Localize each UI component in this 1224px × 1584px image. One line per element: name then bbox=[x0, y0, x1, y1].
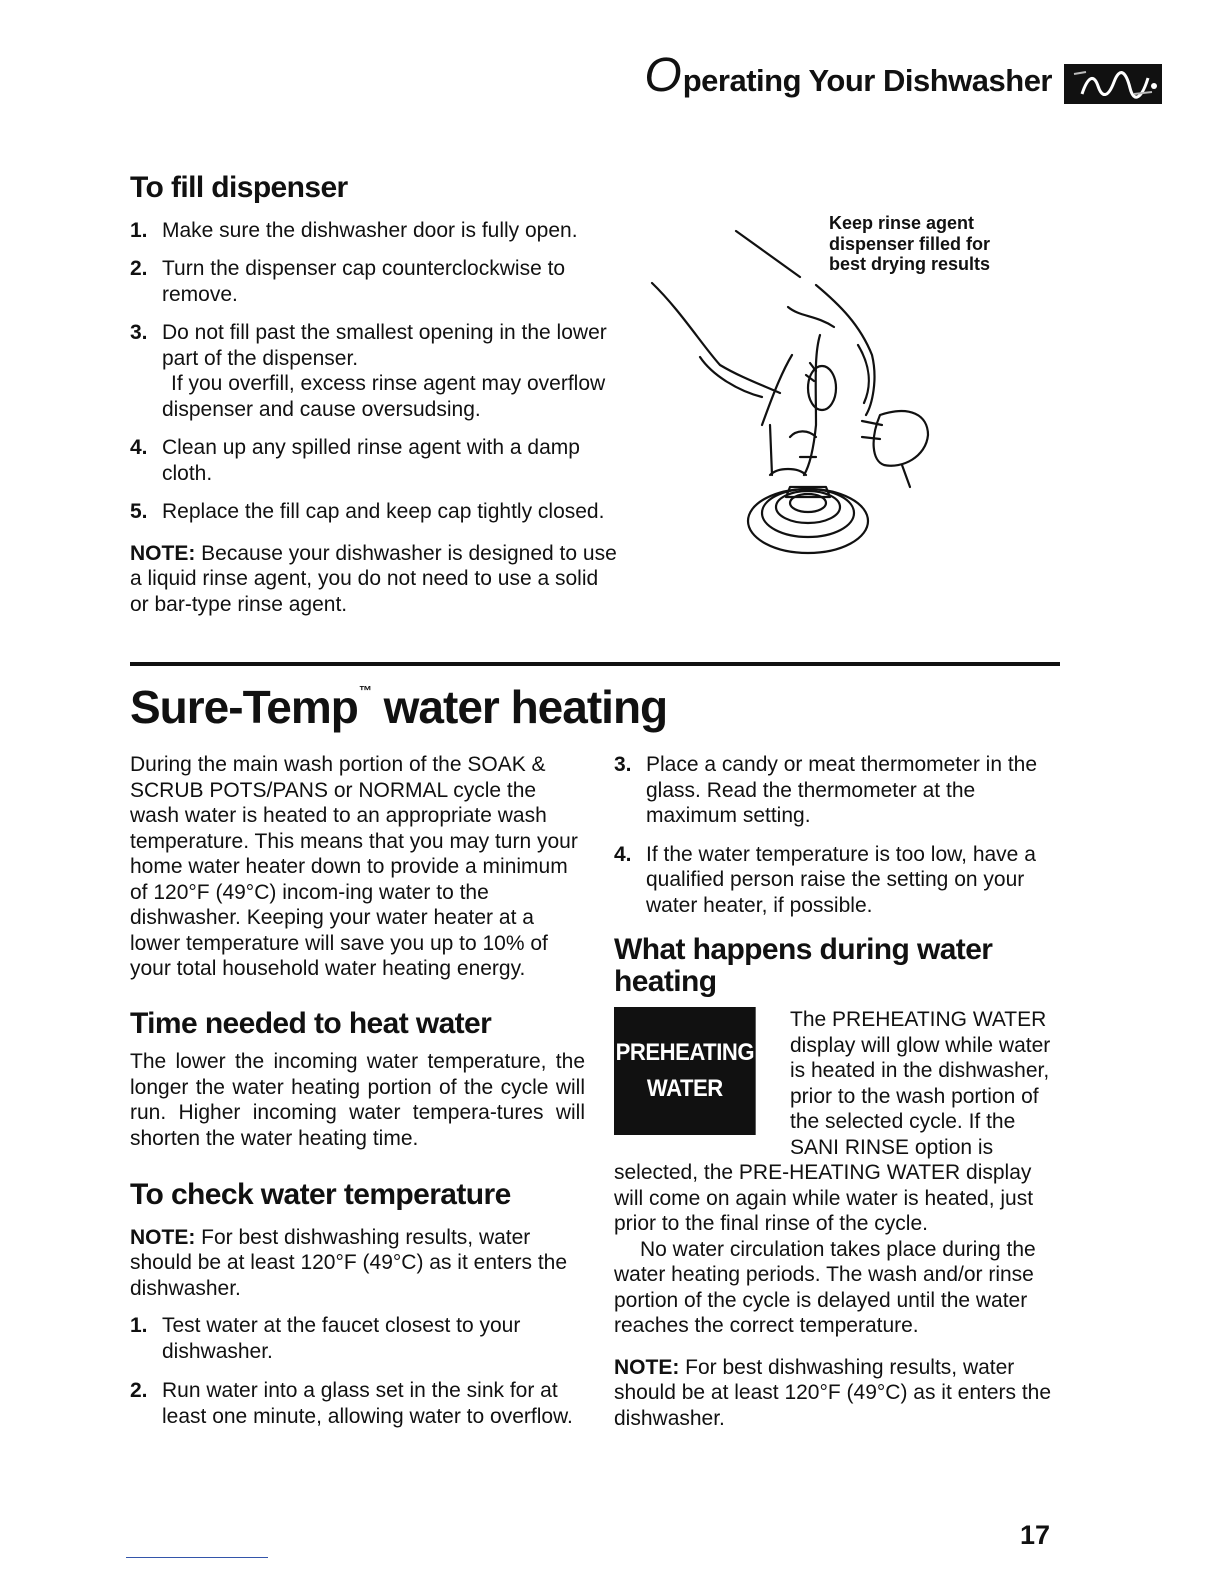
list-item: 4. Clean up any spilled rinse agent with a damp cloth. bbox=[130, 436, 580, 485]
list-item: 5. Replace the fill cap and keep cap tightly closed. bbox=[130, 500, 605, 523]
hand-filling-rinse-dispenser-icon bbox=[640, 225, 960, 555]
section-title: Operating Your Dishwasher bbox=[644, 49, 1052, 102]
rinse-callout: Keep rinse agent dispenser filled for best drying results bbox=[829, 213, 991, 274]
left-column bbox=[130, 752, 585, 1442]
check-heading: To check water temperature bbox=[130, 1178, 511, 1211]
list-item: 2. Run water into a glass set in the sink for at least one minute, allowing water to overflow. bbox=[130, 1379, 573, 1428]
list-item: 4. If the water temperature is too low, have a qualified person raise the setting on your water heater, if possible. bbox=[614, 842, 1036, 917]
time-paragraph: The lower the incoming water temperature, the longer the water heating portion of the cycle will run. Higher incoming water tempera-tures will shorten the water heating time. bbox=[130, 1050, 585, 1150]
page-title: Sure-Temp™ water heating bbox=[130, 681, 668, 733]
list-item: 1. Test water at the faucet closest to your dishwasher. bbox=[130, 1314, 521, 1363]
page-header bbox=[644, 49, 1162, 104]
brand-script-logo-icon bbox=[1064, 64, 1162, 104]
time-heading: Time needed to heat water bbox=[130, 1006, 492, 1040]
final-note: NOTE: For best dishwashing results, water should be at least 120°F (49°C) as it enters the dishwasher. bbox=[614, 1355, 1052, 1430]
happens-block bbox=[614, 1007, 1054, 1339]
fill-note: NOTE: Because your dishwasher is designed to use a liquid rinse agent, you do not need to use a solid or bar-type rinse agent. bbox=[130, 541, 617, 616]
intro-paragraph: During the main wash portion of the SOAK & SCRUB POTS/PANS or NORMAL cycle the wash water is heated to an appropriate wash temperature. This means that you may turn your home water heater down to provide a minimum of 120°F (49°C) incom-ing water to the dishwasher. Keeping your water heater at a lower temperature will save you up to 10% of your total household water heating energy. bbox=[130, 753, 578, 980]
list-item: 3. Place a candy or meat thermometer in the glass. Read the thermometer at the maximum setting. bbox=[614, 753, 1038, 827]
happens-paragraph-2: No water circulation takes place during the water heating periods. The wash and/or rinse portion of the cycle is delayed until the water reaches the correct temperature. bbox=[614, 1237, 1036, 1337]
happens-paragraph: The PREHEATING WATER display will glow while water is heated in the dishwasher, prior to the wash portion of the selected cycle. If the SANI RINSE option is selected, the PRE-HEATING WATER display will come on again while water is heated, just prior to the final rinse of the cycle. bbox=[614, 1008, 1051, 1235]
section-divider bbox=[130, 662, 1060, 666]
page-number: 17 bbox=[1020, 1520, 1051, 1550]
fill-dispenser-section bbox=[130, 172, 620, 617]
right-column bbox=[614, 752, 1054, 1431]
check-note: NOTE: For best dishwashing results, water should be at least 120°F (49°C) as it enters the dishwasher. bbox=[130, 1225, 568, 1300]
preheating-water-display: PREHEATING WATER bbox=[614, 1007, 756, 1135]
list-item: 1. Make sure the dishwasher door is fully open. bbox=[130, 218, 578, 242]
footer-line bbox=[126, 1557, 268, 1558]
fill-dispenser-heading: To fill dispenser bbox=[130, 171, 348, 204]
list-item: 3. Do not fill past the smallest opening in the lower part of the dispenser. If you overfill, excess rinse agent may overflow dispenser and cause oversudsing. bbox=[130, 321, 607, 421]
list-item: 2. Turn the dispenser cap counterclockwise to remove. bbox=[130, 257, 566, 306]
happens-heading: What happens during water heating bbox=[614, 933, 993, 998]
